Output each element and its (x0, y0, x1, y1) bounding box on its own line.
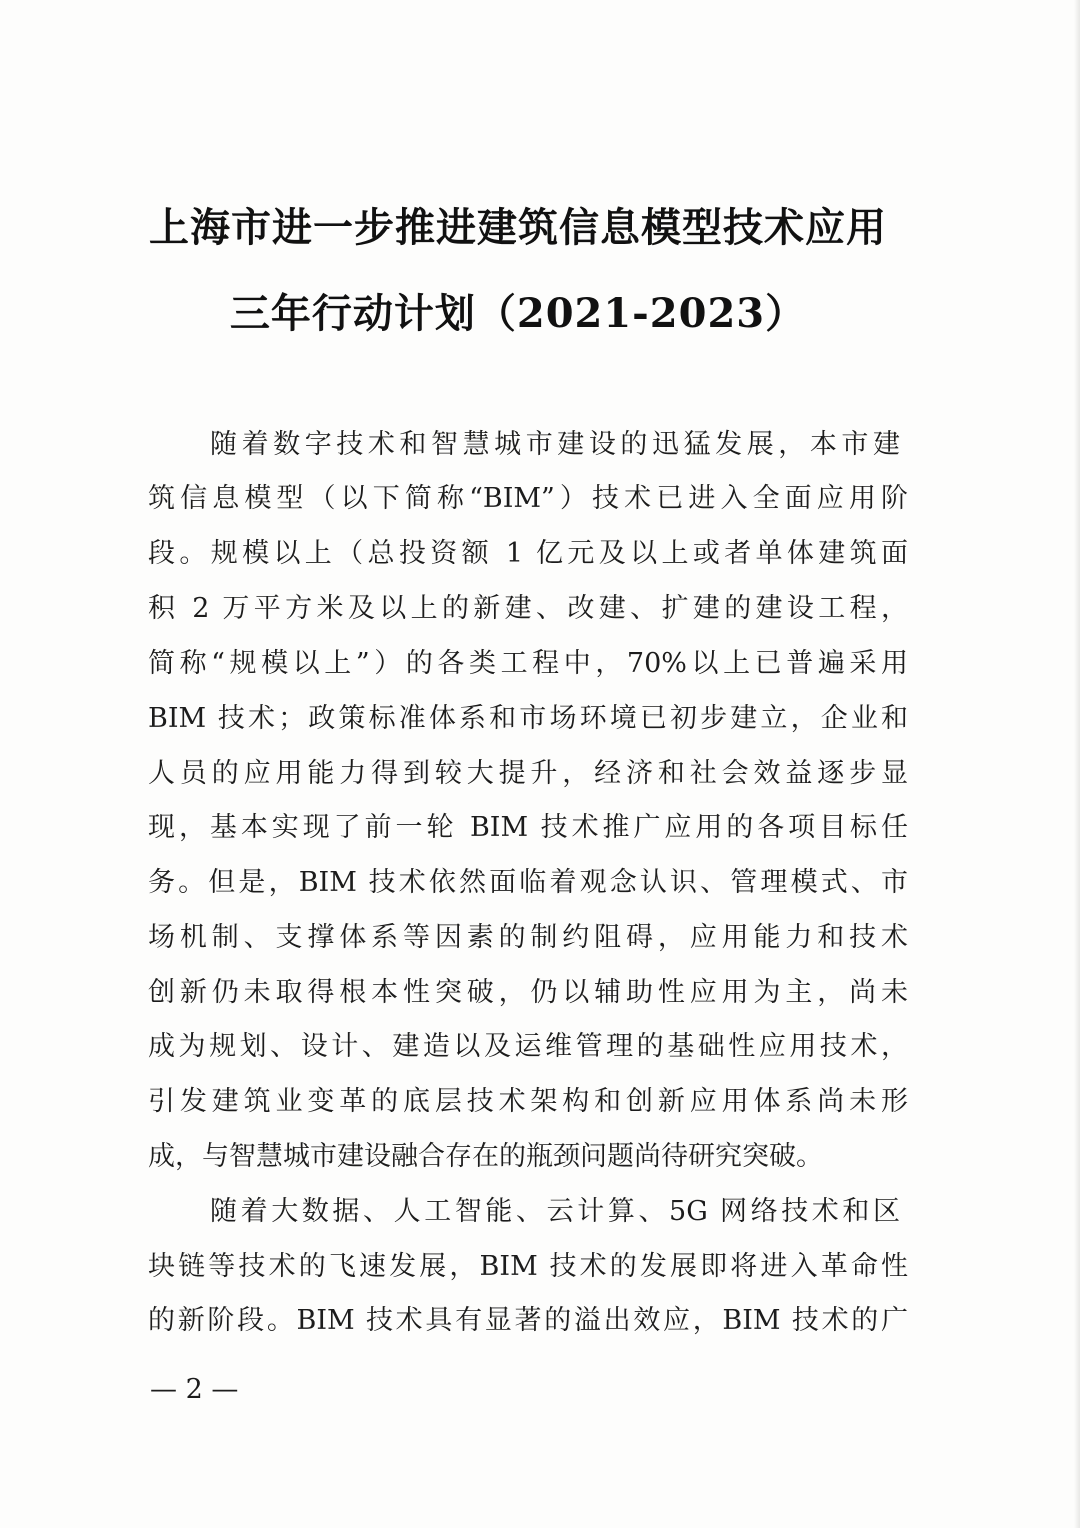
paragraph-2-line-3: 的新阶段。BIM 技术具有显著的溢出效应，BIM 技术的广 (148, 1305, 908, 1336)
paragraph-1-line-11: 创新仍未取得根本性突破，仍以辅助性应用为主，尚未 (148, 977, 908, 1008)
paragraph-1-line-12: 成为规划、设计、建造以及运维管理的基础性应用技术， (148, 1031, 908, 1062)
document-title-line-1: 上海市进一步推进建筑信息模型技术应用 (149, 204, 887, 251)
paragraph-1-line-1: 随着数字技术和智慧城市建设的迅猛发展，本市建 (210, 429, 900, 460)
document-title-line-2: 三年行动计划（2021-2023） (229, 290, 807, 337)
page-edge-shadow (1074, 0, 1080, 1528)
paragraph-1-line-14: 成，与智慧城市建设融合存在的瓶颈问题尚待研究突破。 (148, 1141, 823, 1172)
paragraph-1-line-9: 务。但是，BIM 技术依然面临着观念认识、管理模式、市 (148, 867, 908, 898)
paragraph-1-line-7: 人员的应用能力得到较大提升，经济和社会效益逐步显 (148, 758, 908, 789)
paragraph-1-line-10: 场机制、支撑体系等因素的制约阻碍，应用能力和技术 (148, 922, 908, 953)
page-number: — 2 — (150, 1374, 239, 1405)
paragraph-1-line-4: 积 2 万平方米及以上的新建、改建、扩建的建设工程， (148, 593, 908, 624)
paragraph-1-line-13: 引发建筑业变革的底层技术架构和创新应用体系尚未形 (148, 1086, 908, 1117)
paragraph-2-line-1: 随着大数据、人工智能、云计算、5G 网络技术和区 (210, 1196, 900, 1227)
paragraph-1-line-8: 现，基本实现了前一轮 BIM 技术推广应用的各项目标任 (148, 812, 908, 843)
paragraph-1-line-2: 筑信息模型（以下简称“BIM”）技术已进入全面应用阶 (148, 483, 908, 514)
paragraph-2-line-2: 块链等技术的飞速发展，BIM 技术的发展即将进入革命性 (148, 1251, 908, 1282)
paragraph-1-line-3: 段。规模以上（总投资额 1 亿元及以上或者单体建筑面 (148, 538, 908, 569)
paragraph-1-line-5: 简称“规模以上”）的各类工程中，70%以上已普遍采用 (148, 648, 908, 679)
paragraph-1-line-6: BIM 技术；政策标准体系和市场环境已初步建立，企业和 (148, 703, 908, 734)
